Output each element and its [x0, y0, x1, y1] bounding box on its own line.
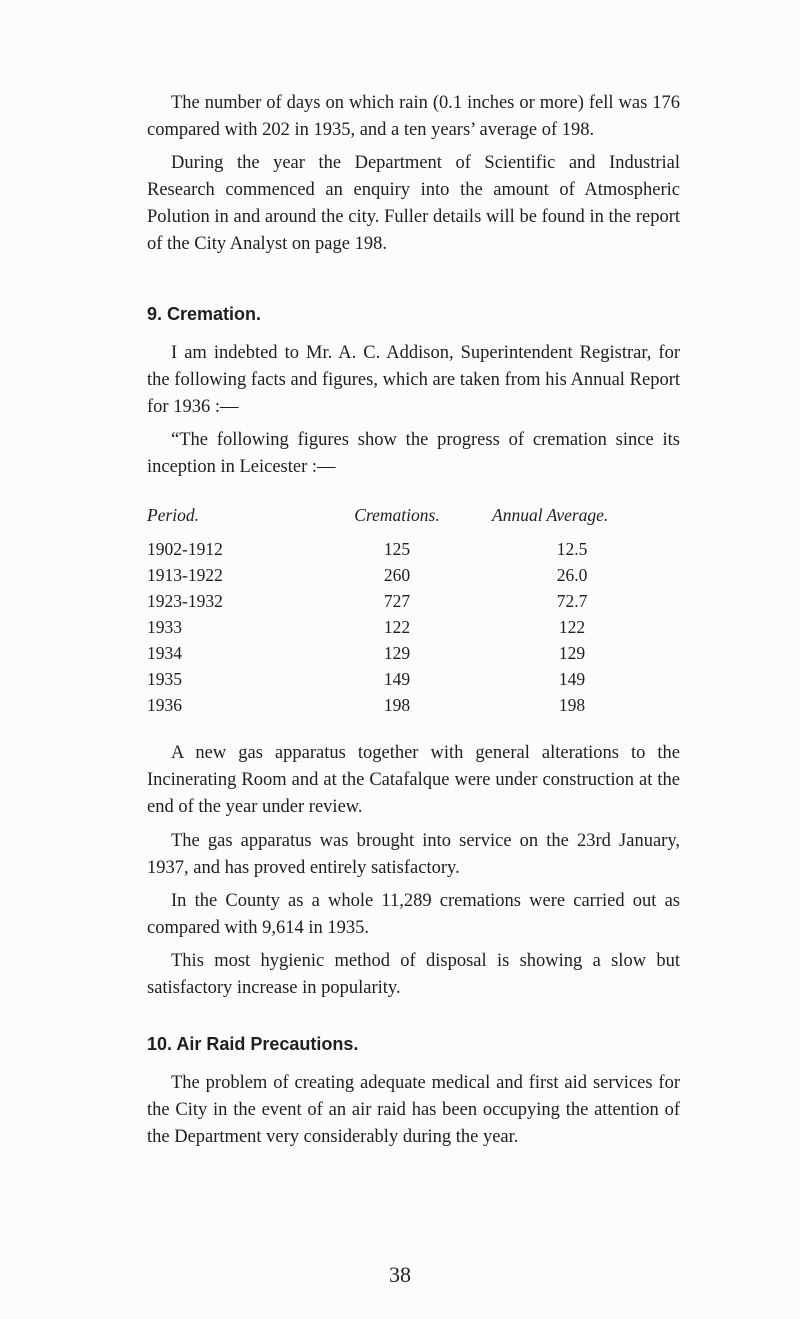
cell-average: 198	[558, 695, 586, 715]
table-header-row	[147, 505, 687, 539]
cell-cremations: 198	[383, 695, 411, 715]
heading-cremation: 9. Cremation.	[147, 304, 262, 324]
cell-cremations: 129	[383, 643, 411, 663]
table-row	[147, 591, 687, 617]
table-row	[147, 643, 687, 669]
cell-period: 1935	[147, 669, 182, 689]
cell-cremations: 149	[383, 669, 411, 689]
cell-period: 1936	[147, 695, 182, 715]
header-period: Period.	[147, 505, 200, 525]
header-cremations: Cremations.	[354, 505, 440, 525]
cell-period: 1902-1912	[147, 539, 223, 559]
table-row	[147, 565, 687, 591]
cremation-table	[147, 505, 687, 721]
paragraph-pollution: During the year the Department of Scientific and Industrial Research commenced an enquiry into the amount of Atmospheric Polution in and around the city. Fuller details will be found in the report of the City Analyst on page 198.	[147, 153, 680, 254]
cell-average: 26.0	[556, 565, 588, 585]
paragraph-cremation-intro: I am indebted to Mr. A. C. Addison, Superintendent Registrar, for the following facts and figures, which are taken from his Annual Report for 1936 :—	[147, 343, 680, 417]
cell-average: 122	[558, 617, 586, 637]
cell-cremations: 727	[383, 591, 411, 611]
table-row	[147, 617, 687, 643]
cell-average: 12.5	[556, 539, 588, 559]
header-annual-average: Annual Average.	[492, 505, 609, 525]
paragraph-hygienic: This most hygienic method of disposal is showing a slow but satisfactory increase in popularity.	[147, 951, 680, 998]
cell-average: 129	[558, 643, 586, 663]
cell-period: 1923-1932	[147, 591, 223, 611]
cell-cremations: 260	[383, 565, 411, 585]
paragraph-rain: The number of days on which rain (0.1 inches or more) fell was 176 compared with 202 in 1935, and a ten years’ average of 198.	[147, 93, 680, 140]
paragraph-gas-service: The gas apparatus was brought into service on the 23rd January, 1937, and has proved entirely satisfactory.	[147, 831, 680, 878]
cell-average: 72.7	[556, 591, 588, 611]
paragraph-air-raid: The problem of creating adequate medical and first aid services for the City in the event of an air raid has been occupying the attention of the Department very considerably during the year.	[147, 1073, 680, 1147]
cell-cremations: 125	[383, 539, 411, 559]
page-number: 38	[389, 1262, 411, 1287]
paragraph-county: In the County as a whole 11,289 cremations were carried out as compared with 9,614 in 1935.	[147, 891, 680, 938]
paragraph-cremation-quote: “The following figures show the progress of cremation since its inception in Leicester :—	[147, 430, 680, 477]
cell-average: 149	[558, 669, 586, 689]
heading-air-raid: 10. Air Raid Precautions.	[147, 1034, 359, 1054]
paragraph-gas-apparatus: A new gas apparatus together with general alterations to the Incinerating Room and at the Catafalque were under construction at the end of the year under review.	[147, 743, 680, 817]
table-row	[147, 695, 687, 721]
table-row	[147, 669, 687, 695]
cell-period: 1933	[147, 617, 182, 637]
table-row	[147, 539, 687, 565]
cell-period: 1913-1922	[147, 565, 223, 585]
cell-period: 1934	[147, 643, 182, 663]
cell-cremations: 122	[383, 617, 411, 637]
